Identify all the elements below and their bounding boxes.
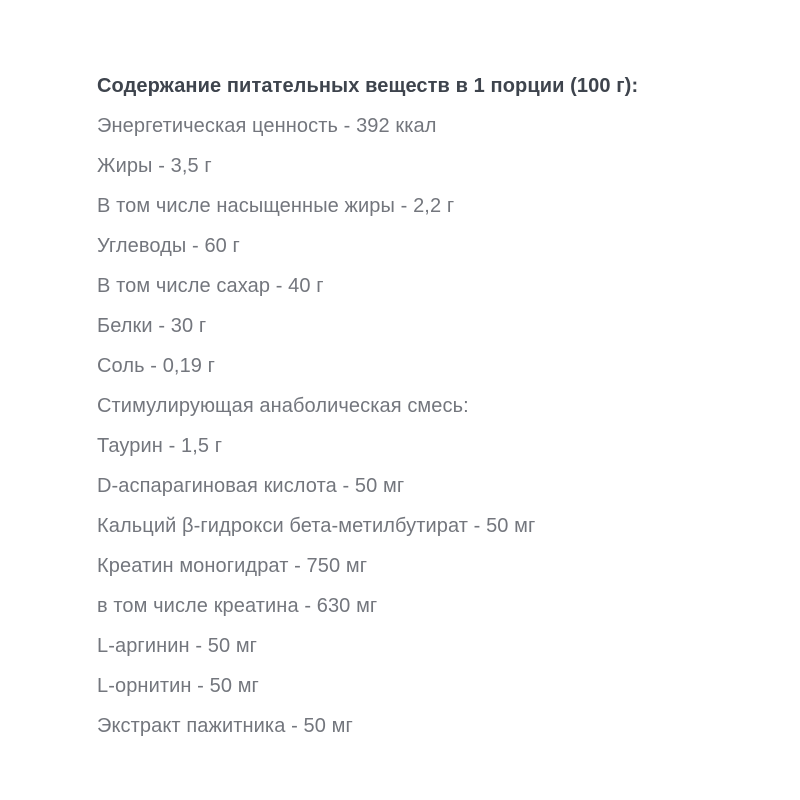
nutrition-line-protein: Белки - 30 г [97, 315, 207, 337]
nutrition-line-taurine: Таурин - 1,5 г [97, 435, 223, 457]
nutrition-line-sugar: В том числе сахар - 40 г [97, 275, 324, 297]
nutrition-line-anabolic-mix-header: Стимулирующая анаболическая смесь: [97, 395, 469, 417]
nutrition-line-fenugreek-extract: Экстракт пажитника - 50 мг [97, 715, 353, 737]
nutrition-line-salt: Соль - 0,19 г [97, 355, 216, 377]
nutrition-line-carbs: Углеводы - 60 г [97, 235, 240, 257]
nutrition-line-creatine-monohydrate: Креатин моногидрат - 750 мг [97, 555, 368, 577]
nutrition-line-l-ornithine: L-орнитин - 50 мг [97, 675, 259, 697]
nutrition-line-creatine-content: в том числе креатина - 630 мг [97, 595, 378, 617]
nutrition-title: Содержание питательных веществ в 1 порции (100 г): [97, 75, 639, 97]
nutrition-line-fat: Жиры - 3,5 г [97, 155, 212, 177]
nutrition-line-calcium-hmb: Кальций β-гидрокси бета-метилбутират - 50 мг [97, 515, 536, 537]
nutrition-line-d-aspartic-acid: D-аспарагиновая кислота - 50 мг [97, 475, 405, 497]
nutrition-facts-card [97, 66, 717, 746]
nutrition-line-l-arginine: L-аргинин - 50 мг [97, 635, 258, 657]
nutrition-line-saturated-fat: В том числе насыщенные жиры - 2,2 г [97, 195, 455, 217]
nutrition-line-energy: Энергетическая ценность - 392 ккал [97, 115, 437, 137]
